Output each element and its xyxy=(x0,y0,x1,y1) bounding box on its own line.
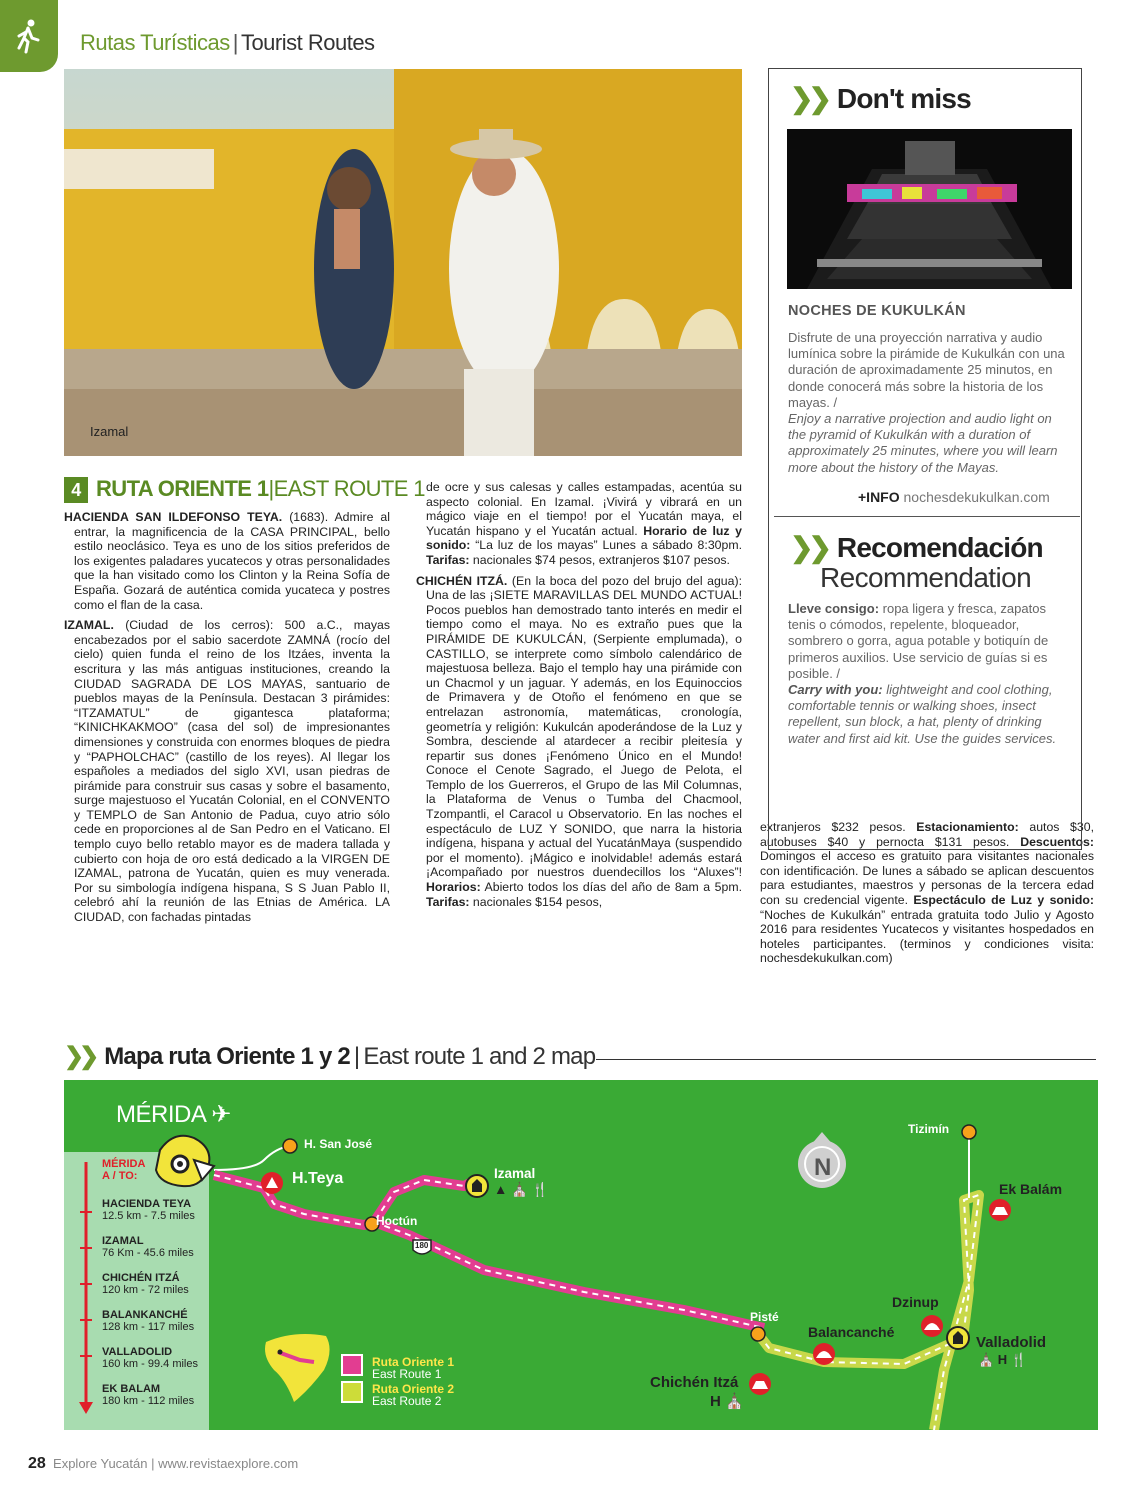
kukulkan-pyramid-image xyxy=(787,129,1072,289)
rec-label-es: Lleve consigo: xyxy=(788,601,880,616)
chevron-icon: ❯❯ xyxy=(790,83,827,114)
info-label: +INFO xyxy=(858,489,900,505)
entry-head: HACIENDA SAN ILDEFONSO TEYA. xyxy=(64,510,283,524)
distance-value: 160 km - 99.4 miles xyxy=(102,1358,198,1370)
horario-label: Horario de luz y sonido: xyxy=(426,523,742,553)
valladolid-services-icons: ⛪ H 🍴 xyxy=(978,1352,1027,1367)
entry-head: CHICHÉN ITZÁ. xyxy=(416,573,508,588)
dont-miss-title xyxy=(790,82,971,115)
distance-name: EK BALAM xyxy=(102,1383,161,1395)
legend-route-2-es: Ruta Oriente 2 xyxy=(372,1382,455,1396)
map-title-es: Mapa ruta Oriente 1 y 2 xyxy=(104,1043,350,1070)
rec-text-en: lightweight and cool clothing, comfortable tennis or walking shoes, insect repellent, sun block, a hat, plenty of drinking water and first aid kit. Use the guides services. xyxy=(788,682,1057,746)
cont-text: de ocre y sus calesas y calles estampadas, acentúa su aspecto colonial. En Izamal. ¡Vivirá y vibrará en un mágico viaje en el tiempo! por el Yucatán maya, el Yucatán hispano y el Yucatán actual. xyxy=(426,480,742,538)
map-separator: | xyxy=(353,1043,360,1070)
map-title-rule xyxy=(596,1059,1096,1060)
airplane-icon: ✈ xyxy=(211,1101,231,1128)
recommendation-text xyxy=(788,601,1073,747)
entry-teya xyxy=(64,510,390,612)
page-number: 28 xyxy=(28,1455,46,1472)
izamal-services-icons: ▲ ⛪ 🍴 xyxy=(494,1182,549,1197)
footer-text: Explore Yucatán | www.revistaexplore.com xyxy=(53,1456,299,1471)
legend-route-2 xyxy=(372,1383,454,1407)
distance-entry xyxy=(102,1235,194,1259)
route-title-es: RUTA ORIENTE 1 xyxy=(96,476,269,501)
chichen-services-icons: H ⛪ xyxy=(710,1393,744,1410)
rec-label-en: Carry with you: xyxy=(788,682,883,698)
espectaculo-label: Espectáculo de Luz y sonido: xyxy=(913,892,1094,907)
estacionamiento-label: Estacionamiento: xyxy=(916,820,1019,834)
distance-entry xyxy=(102,1383,194,1407)
legend-route-1-es: Ruta Oriente 1 xyxy=(372,1355,455,1369)
place-hoctun: Hoctún xyxy=(376,1214,418,1228)
entry-izamal xyxy=(64,618,390,924)
entry-chichen xyxy=(416,574,742,910)
chevron-icon: ❯❯ xyxy=(64,1043,95,1070)
section-header xyxy=(80,30,375,56)
place-izamal: Izamal xyxy=(494,1166,536,1181)
entry-head: IZAMAL. xyxy=(64,618,114,633)
event-description xyxy=(788,330,1073,476)
distance-entry xyxy=(102,1346,198,1370)
estacionamiento-text: autos $30, autobuses $40 y pernocta $131 pesos. xyxy=(760,820,1094,849)
column-1 xyxy=(64,510,390,931)
from-label-1: MÉRIDA xyxy=(102,1158,146,1170)
recommendation-subtitle: Recommendation xyxy=(820,562,1032,593)
rec-text-es: ropa ligera y fresca, zapatos tenis o cómodos, repelente, bloqueador, sombrero o gorra, agua potable y botiquín de primeros auxilios. Use servicio de guías si es posible. / xyxy=(788,601,1049,681)
horarios-label: Horarios: xyxy=(426,880,481,895)
entry-text: (Ciudad de los cerros): 500 a.C., mayas encabezados por el sabio sacerdote ZAMNÁ (rocío del cielo) quien funda el reino de los Itzáes, inventa la escritura y las más antiguas instituciones, creando la CIUDAD SAGRADA DE LOS MAYAS, santuario de pueblos mayas de la Península. Destacan 3 pirámides: “ITZAMATUL” de gigantesca plataforma; “KINICHKAKMOO” (casa del sol) de impresionantes dimensiones y construida con enormes bloques de piedra y “PAPHOLCHAC” (castillo de los reyes). Al llegar los españoles a mediados del siglo XVI, usan piedras de pirámide para construir sus casas y sobre el basamento, surge majestuoso el Yucatán Colonial, en el CONVENTO y TEMPLO de San Antonio de Padua, cuyo atrio sólo cede en proporciones al de San Pedro en el Vaticano. El templo cuyo bello retablo mayor es de madera tallada y cubierto con hoja de oro está dedicado a la VIRGEN DE IZAMAL, patrona de Yucatán, quien es muy venerada. Por su simbología indígena hispana, S S Juan Pablo II, celebró ahí la reunión de las Etnias de América. LA CIUDAD, con fachadas pintadas xyxy=(74,618,390,925)
divider xyxy=(774,516,1080,517)
place-chichen: Chichén Itzá xyxy=(650,1374,739,1391)
tarifas-text: nacionales $74 pesos, extranjeros $107 pesos. xyxy=(469,552,730,567)
place-balancanche: Balancanché xyxy=(808,1324,895,1340)
cont-text: extranjeros $232 pesos. xyxy=(760,820,917,834)
legend-route-2-en: East Route 2 xyxy=(372,1394,442,1408)
distance-value: 180 km - 112 miles xyxy=(102,1395,195,1407)
distance-value: 12.5 km - 7.5 miles xyxy=(102,1210,195,1222)
legend-route-1 xyxy=(372,1356,454,1380)
map-title xyxy=(64,1042,595,1071)
distance-value: 76 Km - 45.6 miles xyxy=(102,1247,194,1259)
distance-entry xyxy=(102,1198,195,1222)
horarios-text: Abierto todos los días del año de 8am a 5pm. xyxy=(480,880,742,895)
legend-route-1-en: East Route 1 xyxy=(372,1367,442,1381)
place-dzinup: Dzinup xyxy=(892,1294,939,1310)
distance-name: IZAMAL xyxy=(102,1235,144,1247)
place-san-jose: H. San José xyxy=(304,1137,373,1151)
entry-text: (En la boca del pozo del brujo del agua): Una de las ¡SIETE MARAVILLAS DEL MUNDO ACTUAL! Pocos pueblos han demostrado tanto interés en medir el tiempo como el maya. No es extraño pues que la PIRÁMIDE DE KUKULCÁN, (Serpiente emplumada), o CASTILLO, se interprete como símbolo calendárico de majestuosa belleza. Bajo el templo hay una pirámide con un Chacmol y un jaguar. Y además, en los Equinoccios de Primavera y de Otoño el fenómeno en que se entrelazan astronomía, matemáticas, cronología, geometría y religión: Kukulcán apoderándose de la Luz y Sombra, desciende al atardecer a recibir pleitesía y repartir sus dones ¡Fenómeno Único en el Mundo! Conoce el Cenote Sagrado, el Juego de Pelota, el Templo de los Guerreros, el Grupo de las Mil Columnas, la Plataforma de Venus o Tumba del Chacmool, Tzompantli, el Caracol u Observatorio. En las noches el espectáculo de LUZ Y SONIDO, que narra la historia indígena, hispana y actual del YucatánMaya (suspendido por el momento). ¡Mágico e inolvidable! además estará ¡Acompañado por nuestros duendecillos los “Aluxes”! xyxy=(426,573,742,880)
descuentos-label: Descuentos: xyxy=(1020,834,1094,849)
more-info xyxy=(858,489,1050,505)
descuentos-text: Domingos el acceso es gratuito para visitantes nacionales con identificación. De lunes a sábado se aplican descuentos para estudiantes, maestros y personas de la tercera edad con su credencial vigente. xyxy=(760,849,1094,907)
distance-value: 120 km - 72 miles xyxy=(102,1284,189,1296)
distance-entry xyxy=(102,1309,194,1333)
compass-north: N xyxy=(814,1154,832,1181)
hiker-icon xyxy=(14,18,42,54)
origin-text: MÉRIDA xyxy=(116,1101,206,1128)
event-title: NOCHES DE KUKULKÁN xyxy=(788,303,966,319)
from-label xyxy=(102,1158,145,1182)
route-map xyxy=(64,1080,1098,1430)
route-title-en: EAST ROUTE 1 xyxy=(273,476,425,501)
event-text-es: Disfrute de una proyección narrativa y audio lumínica sobre la pirámide de Kukulkán con una duración de aproximadamente 25 minutos, en donde conocerá más sobre la historia de los mayas. / xyxy=(788,330,1065,410)
distance-entry xyxy=(102,1272,189,1296)
header-separator: | xyxy=(232,30,238,55)
distance-name: HACIENDA TEYA xyxy=(102,1198,192,1210)
tarifas-label: Tarifas: xyxy=(426,894,470,909)
place-valladolid: Valladolid xyxy=(976,1334,1047,1351)
chevron-icon: ❯❯ xyxy=(790,532,827,563)
section-title-en: Tourist Routes xyxy=(240,30,375,55)
entry-text: (1683). Admire al entrar, la magnificencia de la CASA PRINCIPAL, bello estilo neoclásico. Teya es uno de los sitios preferidos de los exigentes paladares yucatecos y otras personalidades que la han visitado como los Clinton y la Reina Sofía de España. Gozará de auténtica comida yucateca y postres como el flan de la casa. xyxy=(74,510,390,612)
highway-number: 180 xyxy=(415,1241,429,1250)
place-teya: H.Teya xyxy=(292,1170,344,1187)
izamal-cont xyxy=(416,480,742,568)
horario-text: “La luz de los mayas” Lunes a sábado 8:30pm. xyxy=(470,538,742,553)
place-tizimin: Tizimín xyxy=(908,1122,950,1136)
distance-name: VALLADOLID xyxy=(102,1346,173,1358)
section-tab xyxy=(0,0,58,72)
tarifas-text: nacionales $154 pesos, xyxy=(469,894,603,909)
recommendation-label: Recomendación xyxy=(836,532,1043,563)
map-title-en: East route 1 and 2 map xyxy=(363,1043,596,1070)
photo-caption: Izamal xyxy=(90,424,129,439)
from-label-2: A / TO: xyxy=(102,1170,138,1182)
column-2 xyxy=(416,480,742,915)
distance-name: CHICHÉN ITZÁ xyxy=(102,1272,180,1284)
info-link[interactable]: nochesdekukulkan.com xyxy=(903,489,1050,505)
route-title xyxy=(64,476,425,503)
section-title-es: Rutas Turísticas xyxy=(80,30,230,55)
recommendation-title xyxy=(790,531,1043,564)
place-piste: Pisté xyxy=(750,1310,779,1324)
dont-miss-label: Don't miss xyxy=(836,83,971,114)
espectaculo-text: “Noches de Kukulkán” entrada gratuita todo Julio y Agosto 2016 para residentes Yucatecos y visitantes hospedados en hoteles participantes. (terminos y condiciones visita: nochesdekukulkan.com) xyxy=(760,907,1094,966)
event-text-en: Enjoy a narrative projection and audio light on the pyramid of Kukulkán with a duration of approximately 25 minutes, where you will learn more about the history of the Mayas. xyxy=(788,411,1058,475)
distance-value: 128 km - 117 miles xyxy=(102,1321,195,1333)
place-ekbalam: Ek Balám xyxy=(999,1181,1063,1197)
route-separator: | xyxy=(268,476,274,501)
route-number: 4 xyxy=(64,477,88,503)
distance-name: BALANKANCHÉ xyxy=(102,1309,188,1321)
izamal-photo xyxy=(64,69,742,456)
footer xyxy=(28,1455,298,1473)
tarifas-label: Tarifas: xyxy=(426,552,470,567)
